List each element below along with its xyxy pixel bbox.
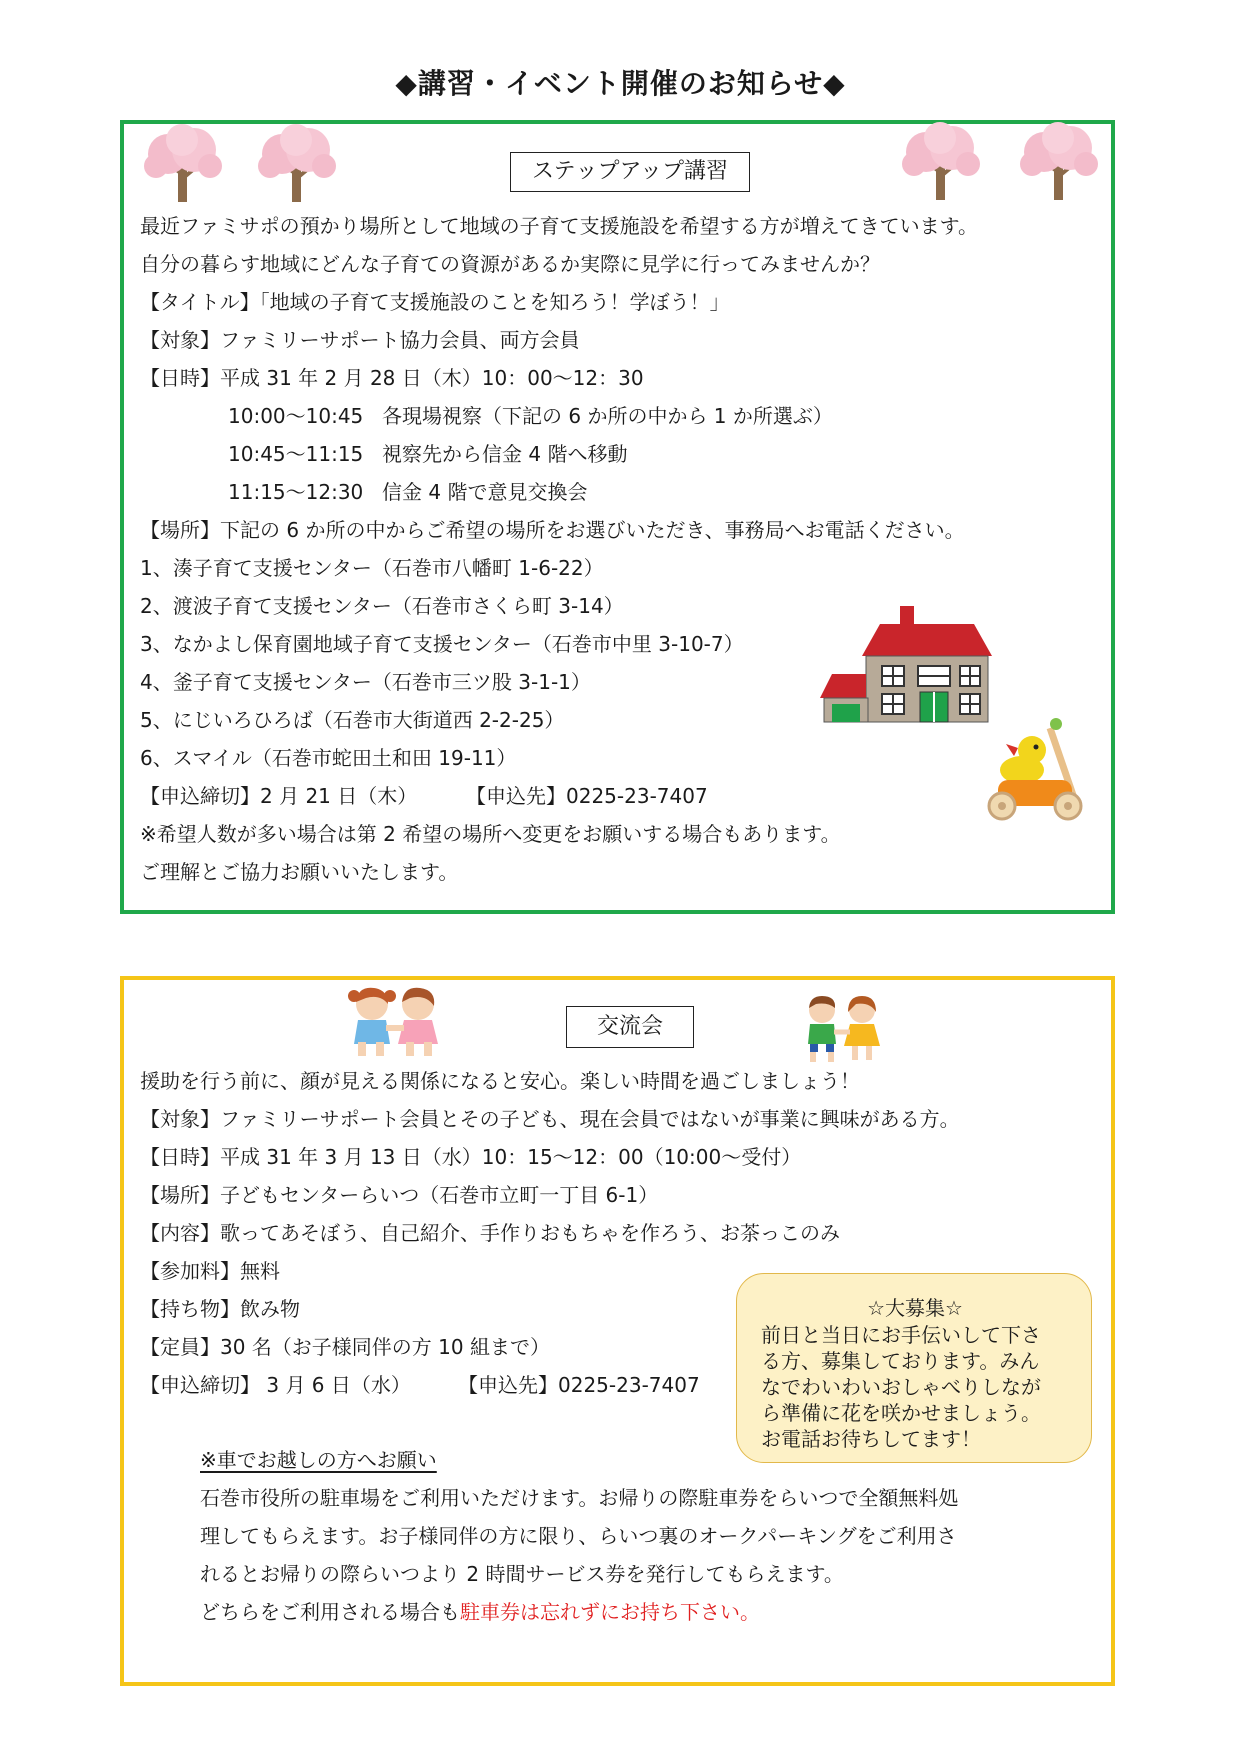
exchange-capacity-line: 【定員】30 名（お子様同伴の方 10 組まで） [140, 1335, 550, 1359]
step-up-date-line: 【日時】平成 31 年 2 月 28 日（木）10：00～12：30 [140, 366, 644, 390]
place-list-item: 1、湊子育て支援センター（石巻市八幡町 1-6-22） [140, 556, 604, 580]
exchange-fee-line: 【参加料】無料 [140, 1259, 280, 1283]
step-up-note: ご理解とご協力お願いいたします。 [140, 860, 459, 884]
children-icon [800, 994, 886, 1064]
step-up-intro-line: 自分の暮らす地域にどんな子育ての資源があるか実際に見学に行ってみませんか？ [140, 252, 880, 276]
exchange-deadline: 【申込締切】 3 月 6 日（水） [140, 1373, 411, 1397]
exchange-items-line: 【持ち物】飲み物 [140, 1297, 300, 1321]
step-up-intro-line: 最近ファミサポの預かり場所として地域の子育て支援施設を希望する方が増えてきています。 [140, 214, 978, 238]
step-up-target-line: 【対象】ファミリーサポート協力会員、両方会員 [140, 328, 580, 352]
step-up-note: ※希望人数が多い場合は第 2 希望の場所へ変更をお願いする場合もあります。 [140, 822, 841, 846]
recruit-line: なでわいわいおしゃべりしなが [761, 1375, 1041, 1399]
cherry-tree-icon [138, 124, 228, 204]
cherry-tree-icon [252, 124, 342, 204]
recruit-line: ら準備に花を咲かせましょう。 [761, 1401, 1041, 1425]
exchange-intro-line: 援助を行う前に、顔が見える関係になると安心。楽しい時間を過ごしましょう！ [140, 1069, 860, 1093]
exchange-date-line: 【日時】平成 31 年 3 月 13 日（水）10：15～12：00（10:00～受付） [140, 1145, 802, 1169]
cherry-tree-icon [896, 122, 986, 202]
place-list-item: 6、スマイル（石巻市蛇田土和田 19-11） [140, 746, 517, 770]
car-notice-heading: ※車でお越しの方へお願い [200, 1448, 437, 1472]
car-notice-last-line [200, 1598, 760, 1626]
step-up-title-line: 【タイトル】「地域の子育て支援施設のことを知ろう！学ぼう！」 [140, 290, 730, 314]
exchange-target-line: 【対象】ファミリーサポート会員とその子ども、現在会員ではないが事業に興味がある方。 [140, 1107, 960, 1131]
exchange-contact: 【申込先】0225-23-7407 [458, 1373, 700, 1397]
cherry-tree-icon [1014, 122, 1104, 202]
recruit-bubble [736, 1273, 1092, 1463]
children-icon [344, 984, 448, 1060]
parking-ticket-warning: 駐車券は忘れずにお持ち下さい。 [460, 1600, 760, 1624]
duck-cart-toy-icon [980, 714, 1092, 826]
recruit-line: お電話お待ちしてます！ [761, 1427, 981, 1451]
place-list-item: 3、なかよし保育園地域子育て支援センター（石巻市中里 3-10-7） [140, 632, 744, 656]
recruit-line: る方、募集しております。みん [761, 1349, 1040, 1373]
house-icon [820, 606, 1000, 724]
recruit-line: 前日と当日にお手伝いして下さ [761, 1323, 1041, 1347]
schedule-time: 11:15～12:30 [228, 480, 364, 504]
place-list-item: 4、釜子育て支援センター（石巻市三ツ股 3-1-1） [140, 670, 591, 694]
exchange-section-label: 交流会 [566, 1006, 694, 1048]
schedule-time: 10:00～10:45 [228, 404, 364, 428]
car-notice-line: れるとお帰りの際らいつより 2 時間サービス券を発行してもらえます。 [200, 1562, 844, 1586]
place-list-item: 2、渡波子育て支援センター（石巻市さくら町 3-14） [140, 594, 624, 618]
place-list-item: 5、にじいろひろば（石巻市大街道西 2-2-25） [140, 708, 565, 732]
car-notice-last-prefix: どちらをご利用される場合も [200, 1600, 460, 1624]
car-notice-line: 石巻市役所の駐車場をご利用いただけます。お帰りの際駐車券をらいつで全額無料処 [200, 1486, 959, 1510]
page-title: ◆講習・イベント開催のお知らせ◆ [395, 67, 846, 100]
car-notice-line: 理してもらえます。お子様同伴の方に限り、らいつ裏のオークパーキングをご利用さ [200, 1524, 957, 1548]
schedule-text: 視察先から信金 4 階へ移動 [382, 442, 628, 466]
schedule-time: 10:45～11:15 [228, 442, 364, 466]
step-up-place-line: 【場所】下記の 6 か所の中からご希望の場所をお選びいただき、事務局へお電話ください。 [140, 518, 965, 542]
schedule-text: 各現場視察（下記の 6 か所の中から 1 か所選ぶ） [382, 404, 833, 428]
recruit-title: ☆大募集☆ [867, 1296, 963, 1320]
step-up-contact: 【申込先】0225-23-7407 [466, 784, 708, 808]
schedule-text: 信金 4 階で意見交換会 [382, 480, 588, 504]
exchange-place-line: 【場所】子どもセンターらいつ（石巻市立町一丁目 6-1） [140, 1183, 659, 1207]
step-up-deadline: 【申込締切】2 月 21 日（木） [140, 784, 418, 808]
step-up-section-label: ステップアップ講習 [510, 152, 750, 192]
exchange-content-line: 【内容】歌ってあそぼう、自己紹介、手作りおもちゃを作ろう、お茶っこのみ [140, 1221, 840, 1245]
